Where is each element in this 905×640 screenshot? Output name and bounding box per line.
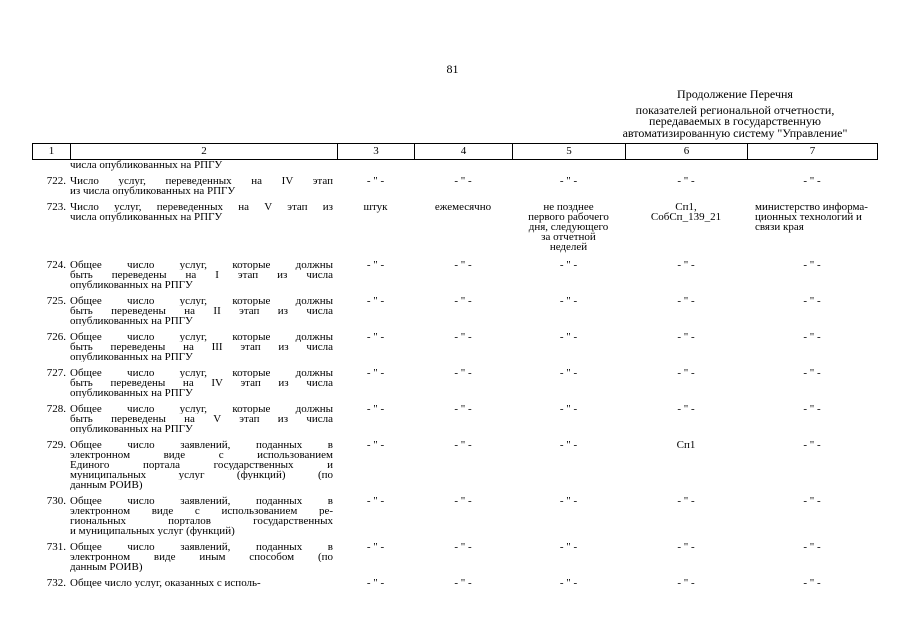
- form-cell: [625, 176, 747, 186]
- indicator-name-line: из числа опубликованных на РПГУ: [70, 186, 236, 196]
- deadline-cell-line: дня, следующего: [528, 221, 609, 233]
- table-row: [32, 404, 877, 434]
- period-cell: - " -: [454, 259, 472, 271]
- indicator-name-line: Общее число услуг, которые должны: [70, 332, 333, 342]
- indicator-name-line: Общее число услуг, которые должны: [70, 404, 333, 414]
- period-cell: - " -: [454, 439, 472, 451]
- deadline-cell-line: - " -: [559, 577, 578, 589]
- organization-cell: [747, 404, 877, 414]
- row-number: 730.: [46, 495, 66, 507]
- form-cell: [625, 296, 747, 306]
- organization-cell-line: - " -: [803, 439, 821, 451]
- form-cell-line: - " -: [677, 331, 695, 343]
- row-number: 731.: [46, 541, 66, 553]
- indicator-name-line: данным РОИВ): [70, 480, 143, 490]
- indicator-name-line: и муниципальных услуг (функций): [70, 526, 235, 536]
- row-number: 724.: [46, 259, 66, 271]
- header-line: Продолжение Перечня: [677, 87, 793, 101]
- row-number: 725.: [46, 295, 66, 307]
- unit-cell: - " -: [366, 367, 385, 379]
- deadline-cell: [512, 404, 625, 414]
- indicator-name: [70, 440, 337, 490]
- indicator-name-line: опубликованных на РПГУ: [70, 388, 193, 398]
- indicator-name-line: опубликованных на РПГУ: [70, 424, 193, 434]
- indicator-name-line: гиональных порталов государственных: [70, 516, 333, 526]
- form-cell-line: - " -: [677, 403, 695, 415]
- indicator-name-line: быть переведены на IV этап из числа: [70, 378, 333, 388]
- organization-cell: [747, 202, 877, 232]
- row-number: 726.: [46, 331, 66, 343]
- organization-cell-line: ционных технологий и: [755, 211, 862, 223]
- unit-cell: - " -: [366, 403, 385, 415]
- organization-cell-line: - " -: [803, 403, 821, 415]
- row-number: 722.: [46, 175, 66, 187]
- form-cell-line: Сп1,: [675, 201, 697, 213]
- row-number: 727.: [46, 367, 66, 379]
- unit-cell: - " -: [366, 175, 385, 187]
- continuation-row: [32, 160, 877, 170]
- row-number: 732.: [46, 577, 66, 589]
- row-number: 723.: [46, 201, 66, 213]
- table-row: [32, 368, 877, 398]
- deadline-cell-line: первого рабочего: [528, 211, 609, 223]
- organization-cell: [747, 368, 877, 378]
- period-cell: - " -: [454, 541, 472, 553]
- indicator-name-line: Общее число заявлений, поданных в: [70, 542, 333, 552]
- organization-cell-line: - " -: [803, 367, 821, 379]
- deadline-cell-line: - " -: [559, 367, 578, 379]
- organization-cell: [747, 176, 877, 186]
- organization-cell-line: связи края: [755, 221, 804, 233]
- deadline-cell: [512, 202, 625, 252]
- form-cell: [625, 542, 747, 552]
- unit-cell: - " -: [366, 495, 385, 507]
- organization-cell: [747, 496, 877, 506]
- indicator-name-line: электронном виде с использованием: [70, 450, 333, 460]
- unit-cell: - " -: [366, 331, 385, 343]
- organization-cell: [747, 578, 877, 588]
- period-cell: - " -: [454, 175, 472, 187]
- deadline-cell-line: за отчетной: [541, 231, 596, 243]
- header-line: показателей региональной отчетности,: [635, 102, 835, 117]
- indicator-name: [70, 332, 337, 362]
- indicator-name-line: муниципальных услуг (функций) (по: [70, 470, 333, 480]
- column-number: 5: [513, 144, 626, 160]
- indicator-table-body: [32, 160, 877, 588]
- indicator-name-line: опубликованных на РПГУ: [70, 316, 193, 326]
- indicator-name-line: Единого портала государственных и: [70, 460, 333, 470]
- organization-cell-line: - " -: [803, 259, 821, 271]
- table-row: [32, 496, 877, 536]
- indicator-name-line: Общее число услуг, которые должны: [70, 296, 333, 306]
- deadline-cell-line: - " -: [559, 259, 578, 271]
- indicator-name: [70, 368, 337, 398]
- indicator-name: [70, 404, 337, 434]
- deadline-cell: [512, 440, 625, 450]
- form-cell: [625, 368, 747, 378]
- period-cell: ежемесячно: [434, 201, 492, 213]
- deadline-cell-line: - " -: [559, 541, 578, 553]
- deadline-cell-line: - " -: [559, 403, 578, 415]
- organization-cell: [747, 440, 877, 450]
- deadline-cell: [512, 578, 625, 588]
- unit-cell: штук: [363, 201, 388, 213]
- form-cell: [625, 440, 747, 450]
- organization-cell-line: - " -: [803, 577, 821, 589]
- form-cell: [625, 496, 747, 506]
- organization-cell-line: - " -: [803, 295, 821, 307]
- form-cell: [625, 202, 747, 222]
- deadline-cell-line: - " -: [559, 175, 578, 187]
- indicator-name-line: Общее число услуг, которые должны: [70, 260, 333, 270]
- form-cell-line: - " -: [677, 541, 695, 553]
- column-number: 7: [748, 144, 878, 160]
- organization-cell-line: - " -: [803, 541, 821, 553]
- indicator-name-line: быть переведены на III этап из числа: [70, 342, 333, 352]
- table-row: [32, 578, 877, 588]
- period-cell: - " -: [454, 367, 472, 379]
- period-cell: - " -: [454, 495, 472, 507]
- column-number-header: [32, 143, 878, 160]
- deadline-cell-line: - " -: [559, 331, 578, 343]
- form-cell-line: - " -: [677, 175, 695, 187]
- deadline-cell-line: - " -: [559, 295, 578, 307]
- header-line: передаваемых в государственную: [649, 114, 821, 128]
- indicator-name-line: быть переведены на II этап из числа: [70, 306, 333, 316]
- indicator-name-line: Общее число заявлений, поданных в: [70, 496, 333, 506]
- unit-cell: - " -: [366, 541, 385, 553]
- form-cell: [625, 332, 747, 342]
- form-cell-line: СобСп_139_21: [650, 211, 722, 223]
- indicator-name-line: числа опубликованных на РПГУ: [70, 212, 223, 222]
- list-continuation-header: [600, 89, 870, 139]
- deadline-cell: [512, 176, 625, 186]
- column-number: 1: [33, 144, 71, 160]
- column-number: 4: [415, 144, 513, 160]
- deadline-cell-line: не позднее: [543, 201, 594, 213]
- deadline-cell: [512, 368, 625, 378]
- table-row: [32, 202, 877, 252]
- column-number: 2: [71, 144, 338, 160]
- indicator-name: [70, 296, 337, 326]
- deadline-cell-line: - " -: [559, 495, 578, 507]
- form-cell-line: Сп1: [676, 439, 696, 451]
- form-cell-line: - " -: [677, 495, 695, 507]
- indicator-name: [70, 260, 337, 290]
- unit-cell: - " -: [366, 439, 385, 451]
- deadline-cell: [512, 542, 625, 552]
- unit-cell: - " -: [366, 577, 385, 589]
- period-cell: - " -: [454, 295, 472, 307]
- indicator-name-line: электронном виде с использованием ре-: [70, 506, 333, 516]
- period-cell: - " -: [454, 577, 472, 589]
- table-row: [32, 260, 877, 290]
- form-cell-line: - " -: [677, 295, 695, 307]
- row-number: 728.: [46, 403, 66, 415]
- row-number: 729.: [46, 439, 66, 451]
- indicator-name-line: быть переведены на I этап из числа: [70, 270, 333, 280]
- form-cell: [625, 578, 747, 588]
- indicator-name-line: опубликованных на РПГУ: [70, 352, 193, 362]
- form-cell: [625, 404, 747, 414]
- table-row: [32, 176, 877, 196]
- indicator-name-line: Общее число услуг, которые должны: [70, 368, 333, 378]
- deadline-cell: [512, 260, 625, 270]
- indicator-name: [70, 176, 337, 196]
- deadline-cell-line: - " -: [559, 439, 578, 451]
- indicator-name-line: данным РОИВ): [70, 562, 143, 572]
- form-cell-line: - " -: [677, 367, 695, 379]
- table-row: [32, 296, 877, 326]
- unit-cell: - " -: [366, 295, 385, 307]
- column-number: 3: [338, 144, 415, 160]
- column-number: 6: [626, 144, 748, 160]
- organization-cell-line: - " -: [803, 495, 821, 507]
- indicator-name-line: Общее число услуг, оказанных с исполь-: [70, 578, 261, 588]
- period-cell: - " -: [454, 331, 472, 343]
- indicator-name: [70, 578, 337, 588]
- continuation-text: числа опубликованных на РПГУ: [70, 159, 223, 171]
- indicator-name: [70, 496, 337, 536]
- organization-cell-line: - " -: [803, 175, 821, 187]
- deadline-cell: [512, 496, 625, 506]
- header-line: автоматизированную систему "Управление": [622, 125, 848, 140]
- indicator-name-line: Число услуг, переведенных на IV этап: [70, 176, 333, 186]
- indicator-name-line: быть переведены на V этап из числа: [70, 414, 333, 424]
- form-cell-line: - " -: [677, 577, 695, 589]
- indicator-name-line: электронном виде иным способом (по: [70, 552, 333, 562]
- period-cell: - " -: [454, 403, 472, 415]
- form-cell: [625, 260, 747, 270]
- indicator-name-line: Общее число заявлений, поданных в: [70, 440, 333, 450]
- organization-cell: [747, 332, 877, 342]
- table-row: [32, 332, 877, 362]
- deadline-cell: [512, 296, 625, 306]
- indicator-name-line: опубликованных на РПГУ: [70, 280, 193, 290]
- indicator-name-line: Число услуг, переведенных на V этап из: [70, 202, 333, 212]
- indicator-name: [70, 202, 337, 222]
- organization-cell: [747, 296, 877, 306]
- organization-cell-line: министерство информа-: [755, 201, 868, 213]
- organization-cell: [747, 260, 877, 270]
- organization-cell-line: - " -: [803, 331, 821, 343]
- unit-cell: - " -: [366, 259, 385, 271]
- table-row: [32, 440, 877, 490]
- table-row: [32, 542, 877, 572]
- deadline-cell: [512, 332, 625, 342]
- deadline-cell-line: неделей: [549, 241, 588, 253]
- page-number: 81: [446, 62, 459, 76]
- indicator-name: [70, 542, 337, 572]
- organization-cell: [747, 542, 877, 552]
- form-cell-line: - " -: [677, 259, 695, 271]
